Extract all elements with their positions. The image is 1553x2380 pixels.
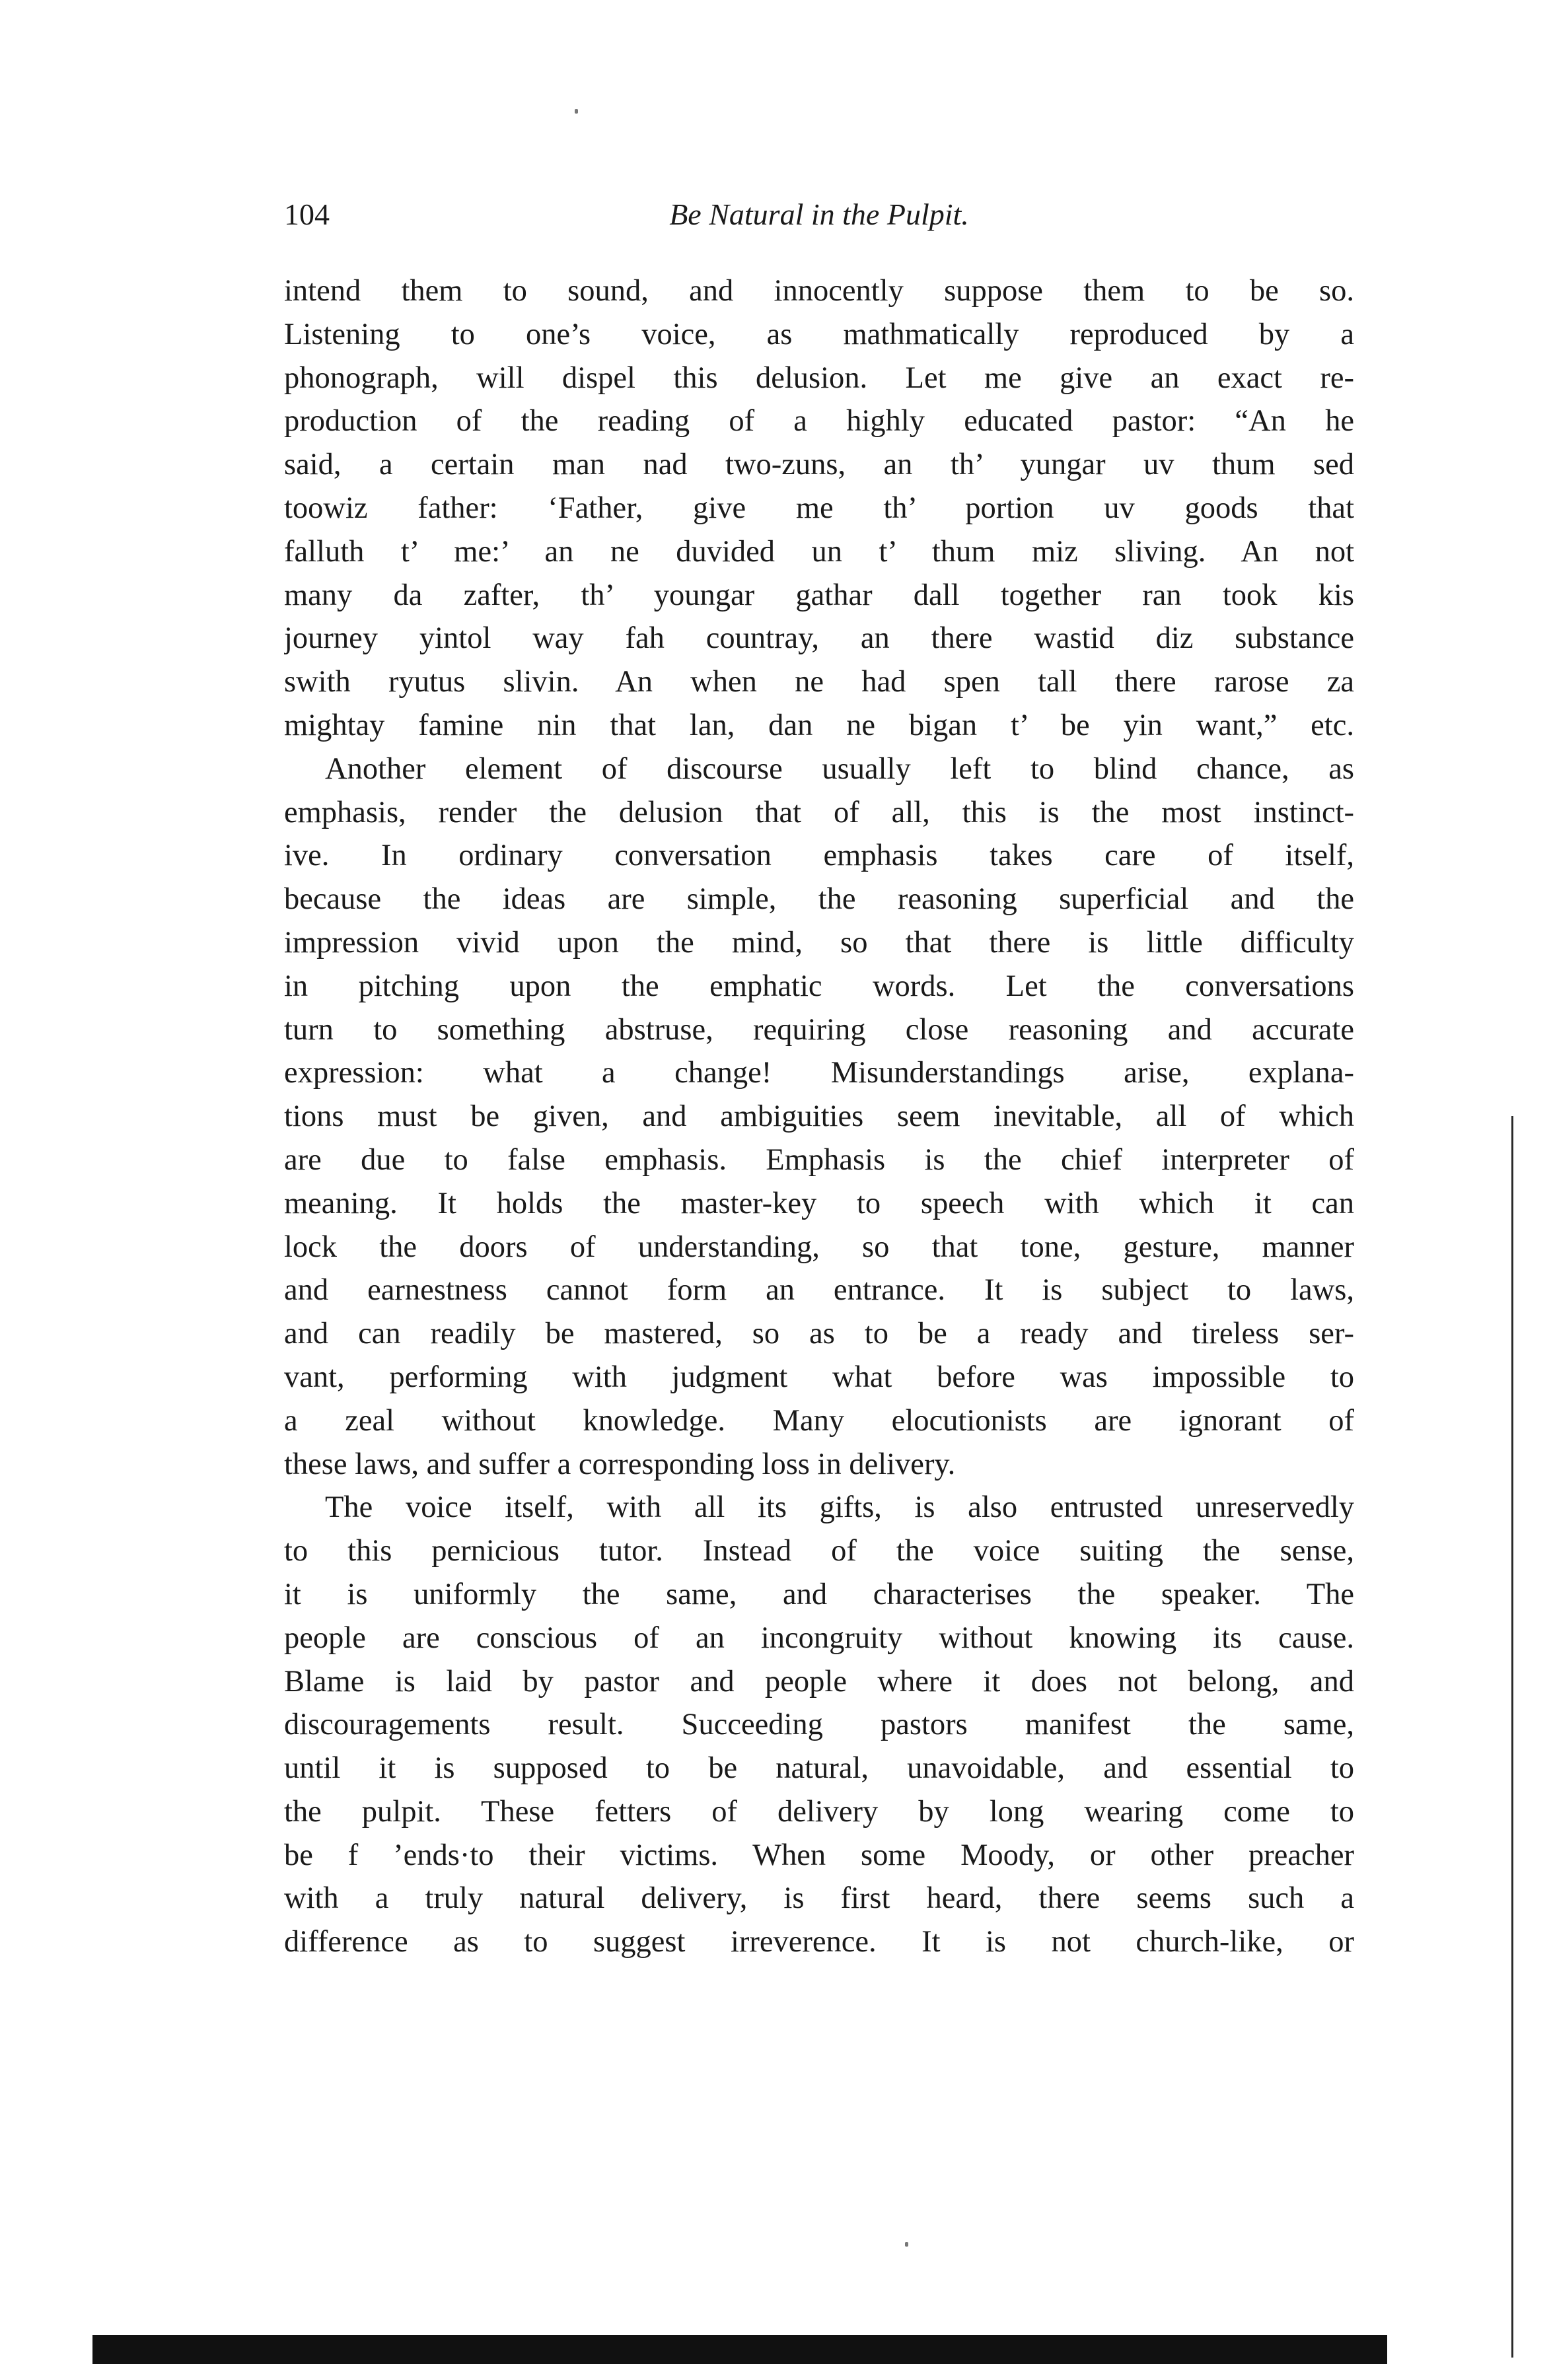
text-line: lock the doors of understanding, so that tone, gesture, manner: [284, 1230, 1354, 1264]
text-line: vant, performing with judgment what before was impossible to: [284, 1360, 1354, 1394]
text-line: Listening to one’s voice, as mathmatically reproduced by a: [284, 317, 1354, 351]
paragraph-2: [284, 748, 1354, 1487]
text-line: discouragements result. Succeeding pastors manifest the same,: [284, 1708, 1354, 1742]
text-line: ive. In ordinary conversation emphasis takes care of itself,: [284, 839, 1354, 873]
text-line: in pitching upon the emphatic words. Let the conversations: [284, 969, 1354, 1003]
text-line: people are conscious of an incongruity without knowing its cause.: [284, 1621, 1354, 1655]
text-line: the pulpit. These fetters of delivery by long wearing come to: [284, 1794, 1354, 1829]
text-line: until it is supposed to be natural, unavoidable, and essential to: [284, 1751, 1354, 1786]
text-line: a zeal without knowledge. Many elocutionists are ignorant of: [284, 1403, 1354, 1438]
text-line: toowiz father: ‘Father, give me th’ portion uv goods that: [284, 491, 1354, 525]
text-line: emphasis, render the delusion that of all, this is the most instinct-: [284, 795, 1354, 829]
text-line: mightay famine nin that lan, dan ne bigan t’ be yin want,” etc.: [284, 708, 1354, 742]
text-line: impression vivid upon the mind, so that there is little difficulty: [284, 925, 1354, 960]
text-line: journey yintol way fah countray, an there wastid diz substance: [284, 621, 1354, 656]
text-line: and can readily be mastered, so as to be a ready and tireless ser-: [284, 1317, 1354, 1351]
text-line: these laws, and suffer a corresponding loss in delivery.: [284, 1447, 956, 1481]
text-line: The voice itself, with all its gifts, is also entrusted unreservedly: [325, 1490, 1354, 1525]
text-line: because the ideas are simple, the reasoning superficial and the: [284, 882, 1354, 917]
text-line: and earnestness cannot form an entrance. It is subject to laws,: [284, 1273, 1354, 1308]
text-line: tions must be given, and ambiguities seem inevitable, all of which: [284, 1100, 1354, 1134]
text-line: it is uniformly the same, and characterises the speaker. The: [284, 1577, 1354, 1611]
text-line: said, a certain man nad two-zuns, an th’ yungar uv thum sed: [284, 448, 1354, 482]
scan-speck: [905, 2242, 908, 2247]
scan-edge-band: [92, 2335, 1387, 2364]
text-line: falluth t’ me:’ an ne duvided un t’ thum miz sliving. An not: [284, 534, 1354, 569]
text-line: with a truly natural delivery, is first heard, there seems such a: [284, 1881, 1354, 1916]
text-line: turn to something abstruse, requiring close reasoning and accurate: [284, 1012, 1354, 1047]
body-text: [284, 269, 1354, 1964]
text-line: are due to false emphasis. Emphasis is the chief interpreter of: [284, 1142, 1354, 1177]
text-line: many da zafter, th’ youngar gathar dall together ran took kis: [284, 578, 1354, 612]
paragraph-1: [284, 269, 1354, 748]
text-line: Another element of discourse usually left to blind chance, as: [325, 752, 1354, 786]
margin-rule: [1511, 1116, 1513, 2358]
paragraph-3: [284, 1486, 1354, 1964]
text-line: expression: what a change! Misunderstandings arise, explana-: [284, 1056, 1354, 1090]
text-line: production of the reading of a highly educated pastor: “An he: [284, 404, 1354, 438]
text-line: meaning. It holds the master-key to speech with which it can: [284, 1186, 1354, 1220]
text-line: phonograph, will dispel this delusion. Let me give an exact re-: [284, 361, 1354, 395]
text-line: to this pernicious tutor. Instead of the voice suiting the sense,: [284, 1534, 1354, 1568]
text-line: be f ’ends·to their victims. When some Moody, or other preacher: [284, 1838, 1354, 1872]
text-line: Blame is laid by pastor and people where it does not belong, and: [284, 1664, 1354, 1698]
scan-speck: [575, 109, 578, 114]
text-line: swith ryutus slivin. An when ne had spen tall there rarose za: [284, 665, 1354, 699]
page-number: 104: [284, 197, 330, 231]
text-line: intend them to sound, and innocently suppose them to be so.: [284, 274, 1354, 308]
running-title: Be Natural in the Pulpit.: [669, 197, 969, 231]
running-header: [284, 195, 1354, 248]
text-line: difference as to suggest irreverence. It is not church-like, or: [284, 1925, 1354, 1959]
